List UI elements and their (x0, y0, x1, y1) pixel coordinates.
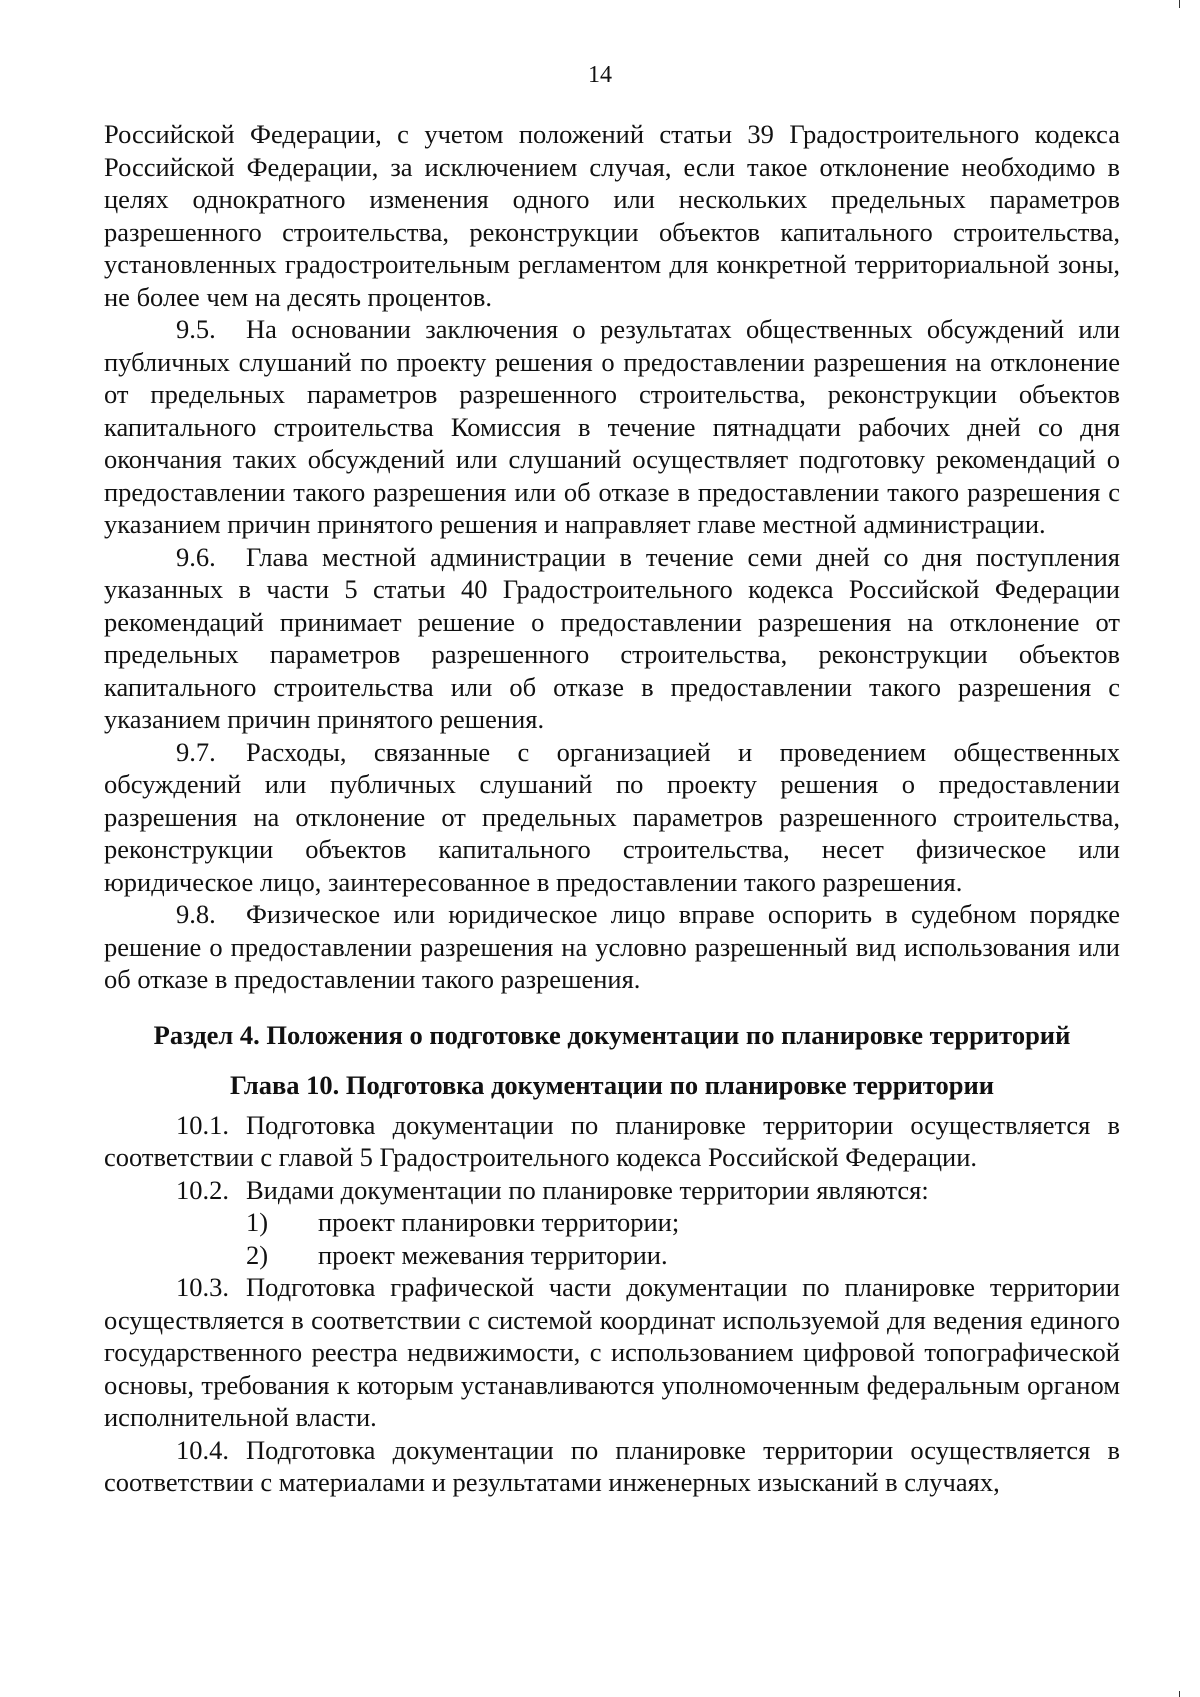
paragraph-text: Физическое или юридическое лицо вправе оспорить в судебном порядке решение о предоставлении разрешения на условно разрешенный вид использования или об отказе в предоставлении такого разрешения. (104, 899, 1120, 994)
list-item-number: 2) (246, 1239, 269, 1270)
list-item (104, 1206, 1120, 1239)
paragraph-number: 10.4. (176, 1434, 229, 1465)
paragraph-text: На основании заключения о результатах общественных обсуждений или публичных слушаний по проекту решения о предоставлении разрешения на отклонение от предельных параметров разрешенного строительства, реконструкции объектов капитального строительства Комиссия в течение пятнадцати рабочих дней со дня окончания таких обсуждений или слушаний осуществляет подготовку рекомендаций о предоставлении такого разрешения или об отказе в предоставлении такого разрешения с указанием причин принятого решения и направляет главе местной администрации. (104, 314, 1120, 539)
paragraph-10-1 (104, 1109, 1120, 1174)
scan-edge-mark (1179, 0, 1180, 8)
paragraph-number: 10.3. (176, 1272, 229, 1302)
paragraph-text: Подготовка документации по планировке территории осуществляется в соответствии с материалами и результатами инженерных изысканий в случаях, (104, 1434, 1120, 1497)
scan-edge-mark (1179, 1691, 1180, 1697)
list-item-text: проект межевания территории. (318, 1239, 668, 1270)
list-item-number: 1) (246, 1207, 269, 1237)
paragraph-9-7 (104, 736, 1120, 899)
document-body (104, 118, 1120, 1499)
paragraph-text: Подготовка графической части документации по планировке территории осуществляется в соответствии с системой координат используемой для ведения единого государственного реестра недвижимости, с использованием цифровой топографической основы, требования к которым устанавливаются уполномоченным федеральным органом исполнительной власти. (104, 1272, 1120, 1432)
paragraph-text: Подготовка документации по планировке территории осуществляется в соответствии с главой 5 Градостроительного кодекса Российской Федерации. (104, 1109, 1120, 1172)
chapter-heading: Глава 10. Подготовка документации по планировке территории (230, 1070, 994, 1100)
paragraph-number: 9.6. (176, 541, 216, 572)
paragraph-9-8 (104, 898, 1120, 996)
list-item-text: проект планировки территории; (318, 1207, 680, 1237)
paragraph-number: 9.5. (176, 314, 216, 344)
paragraph-text: Видами документации по планировке территории являются: (246, 1174, 929, 1205)
paragraph-number: 10.2. (176, 1174, 229, 1205)
paragraph-text: Расходы, связанные с организацией и проведением общественных обсуждений или публичных слушаний по проекту решения о предоставлении разрешения на отклонение от предельных параметров разрешенного строительства, реконструкции объектов капитального строительства, несет физическое или юридическое лицо, заинтересованное в предоставлении такого разрешения. (104, 736, 1120, 897)
section-heading: Раздел 4. Положения о подготовке документации по планировке территорий (153, 1019, 1071, 1050)
paragraph-9-5 (104, 313, 1120, 541)
paragraph-number: 10.1. (176, 1109, 229, 1140)
paragraph-number: 9.8. (176, 899, 216, 929)
paragraph-number: 9.7. (176, 736, 216, 767)
paragraph-text: Глава местной администрации в течение семи дней со дня поступления указанных в части 5 статьи 40 Градостроительного кодекса Российской Федерации рекомендаций принимает решение о предоставлении разрешения на отклонение от предельных параметров разрешенного строительства, реконструкции объектов капитального строительства или об отказе в предоставлении такого разрешения с указанием причин принятого решения. (104, 541, 1120, 734)
page-number: 14 (588, 62, 612, 88)
paragraph-continuation: Российской Федерации, с учетом положений статьи 39 Градостроительного кодекса Российской Федерации, за исключением случая, если такое отклонение необходимо в целях однократного изменения одного или нескольких предельных параметров разрешенного строительства, реконструкции объектов капитального строительства, установленных градостроительным регламентом для конкретной территориальной зоны, не более чем на десять процентов. (104, 119, 1120, 312)
list-item (104, 1239, 1120, 1272)
paragraph-10-2 (104, 1174, 1120, 1207)
paragraph-9-6 (104, 541, 1120, 736)
paragraph-10-3 (104, 1271, 1120, 1434)
paragraph-10-4 (104, 1434, 1120, 1499)
